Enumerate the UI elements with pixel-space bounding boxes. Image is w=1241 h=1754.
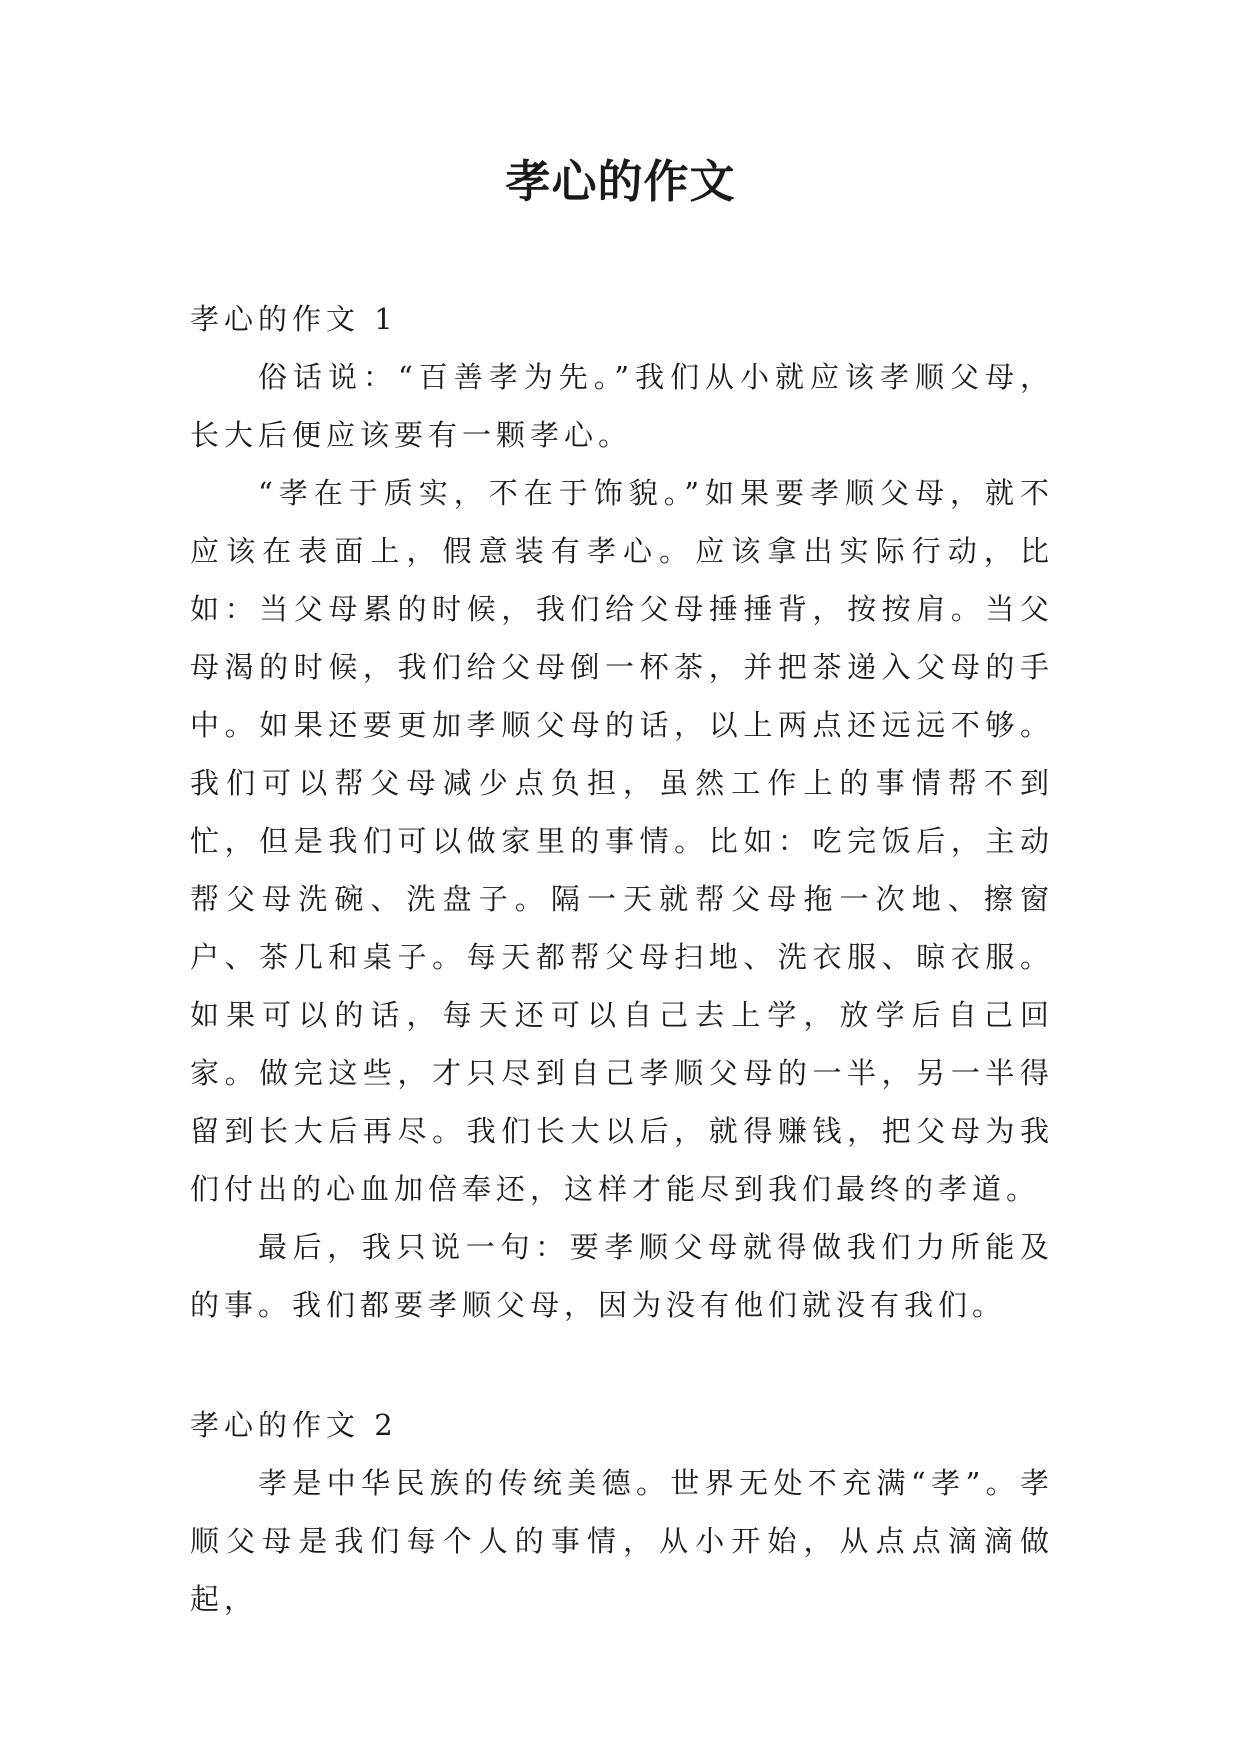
document-title: 孝心的作文 (505, 155, 736, 208)
essay-section-1 (190, 290, 1054, 1334)
essay-section-2 (190, 1396, 1054, 1628)
paragraph: 最后，我只说一句：要孝顺父母就得做我们力所能及的事。我们都要孝顺父母，因为没有他们就没有我们。 (190, 1230, 1054, 1322)
paragraph: 俗话说：“百善孝为先。”我们从小就应该孝顺父母，长大后便应该要有一颗孝心。 (190, 360, 1054, 452)
section-heading: 孝心的作文 2 (190, 1408, 398, 1442)
section-heading: 孝心的作文 1 (190, 302, 398, 336)
paragraph: 孝是中华民族的传统美德。世界无处不充满“孝”。孝顺父母是我们每个人的事情，从小开始，从点点滴滴做起， (190, 1466, 1054, 1616)
paragraph: “孝在于质实，不在于饰貌。”如果要孝顺父母，就不应该在表面上，假意装有孝心。应该拿出实际行动，比如：当父母累的时候，我们给父母捶捶背，按按肩。当父母渴的时候，我们给父母倒一杯茶，并把茶递入父母的手中。如果还要更加孝顺父母的话，以上两点还远远不够。我们可以帮父母减少点负担，虽然工作上的事情帮不到忙，但是我们可以做家里的事情。比如：吃完饭后，主动帮父母洗碗、洗盘子。隔一天就帮父母拖一次地、擦窗户、茶几和桌子。每天都帮父母扫地、洗衣服、晾衣服。如果可以的话，每天还可以自己去上学，放学后自己回家。做完这些，才只尽到自己孝顺父母的一半，另一半得留到长大后再尽。我们长大以后，就得赚钱，把父母为我们付出的心血加倍奉还，这样才能尽到我们最终的孝道。 (190, 476, 1054, 1206)
document-body (190, 290, 1054, 1628)
section-spacer (190, 1334, 1054, 1396)
